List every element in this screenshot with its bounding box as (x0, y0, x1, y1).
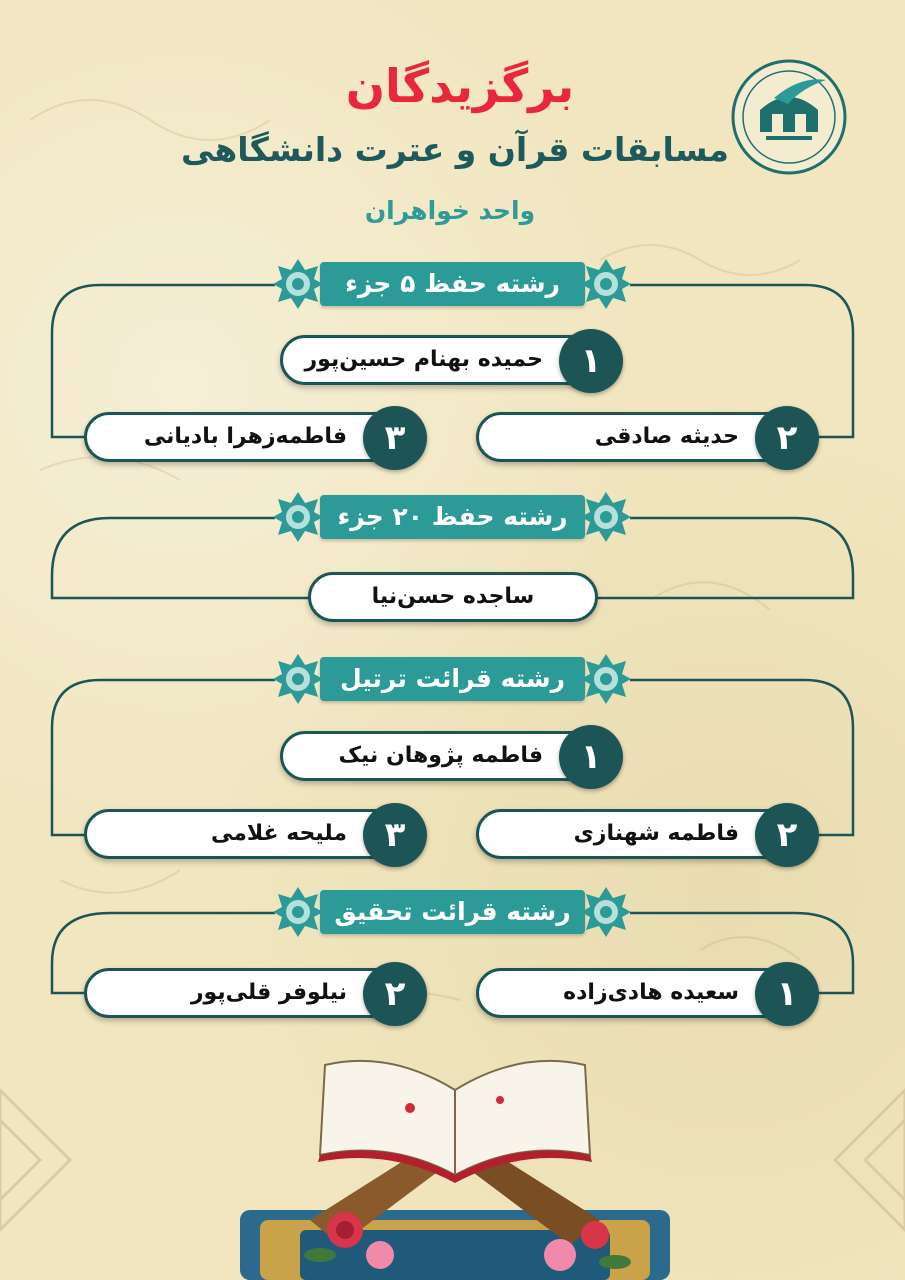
winner-name: سعیده هادی‌زاده (563, 980, 739, 1005)
winner-card (280, 335, 620, 385)
rosette-ornament-icon (272, 653, 324, 705)
open-quran-icon (0, 1030, 905, 1280)
rank-badge: ۱ (559, 725, 623, 789)
winner-card (476, 968, 816, 1018)
unit-label: واحد خواهران (364, 196, 536, 225)
category-label: رشته قرائت ترتیل (340, 664, 565, 693)
rank-badge: ۲ (363, 962, 427, 1026)
rosette-ornament-icon (580, 653, 632, 705)
category-label: رشته حفظ ۵ جزء (345, 269, 560, 298)
winner-name: ملیحه غلامی (210, 821, 347, 846)
rank-badge: ۱ (755, 962, 819, 1026)
winner-card (476, 809, 816, 859)
winner-name: حمیده بهنام حسین‌پور (304, 347, 543, 372)
winner-card (280, 731, 620, 781)
winner-name: فاطمه شهنازی (573, 821, 739, 846)
rank-badge: ۲ (755, 406, 819, 470)
category-label: رشته قرائت تحقیق (334, 897, 571, 926)
rank-badge: ۳ (363, 406, 427, 470)
category-banner (320, 495, 585, 539)
winner-card (308, 572, 598, 622)
category-banner (320, 657, 585, 701)
winner-card (84, 968, 424, 1018)
category-label: رشته حفظ ۲۰ جزء (337, 502, 568, 531)
winner-card (84, 412, 424, 462)
rosette-ornament-icon (272, 491, 324, 543)
winner-card (476, 412, 816, 462)
category-banner (320, 890, 585, 934)
rosette-ornament-icon (272, 258, 324, 310)
rosette-ornament-icon (580, 491, 632, 543)
winner-name: فاطمه پژوهان نیک (338, 743, 543, 768)
rank-badge: ۲ (755, 803, 819, 867)
rank-badge: ۳ (363, 803, 427, 867)
page-subtitle: مسابقات قرآن و عترت دانشگاهی (181, 130, 729, 169)
rank-badge: ۱ (559, 329, 623, 393)
rosette-ornament-icon (580, 258, 632, 310)
rosette-ornament-icon (580, 886, 632, 938)
rosette-ornament-icon (272, 886, 324, 938)
winner-card (84, 809, 424, 859)
winner-name: نیلوفر قلی‌پور (190, 980, 347, 1005)
category-banner (320, 262, 585, 306)
winner-name: حدیثه صادقی (594, 424, 739, 449)
winner-name: ساجده حسن‌نیا (371, 584, 535, 609)
page-title: برگزیدگان (345, 59, 575, 113)
winner-name: فاطمه‌زهرا بادیانی (143, 424, 347, 449)
